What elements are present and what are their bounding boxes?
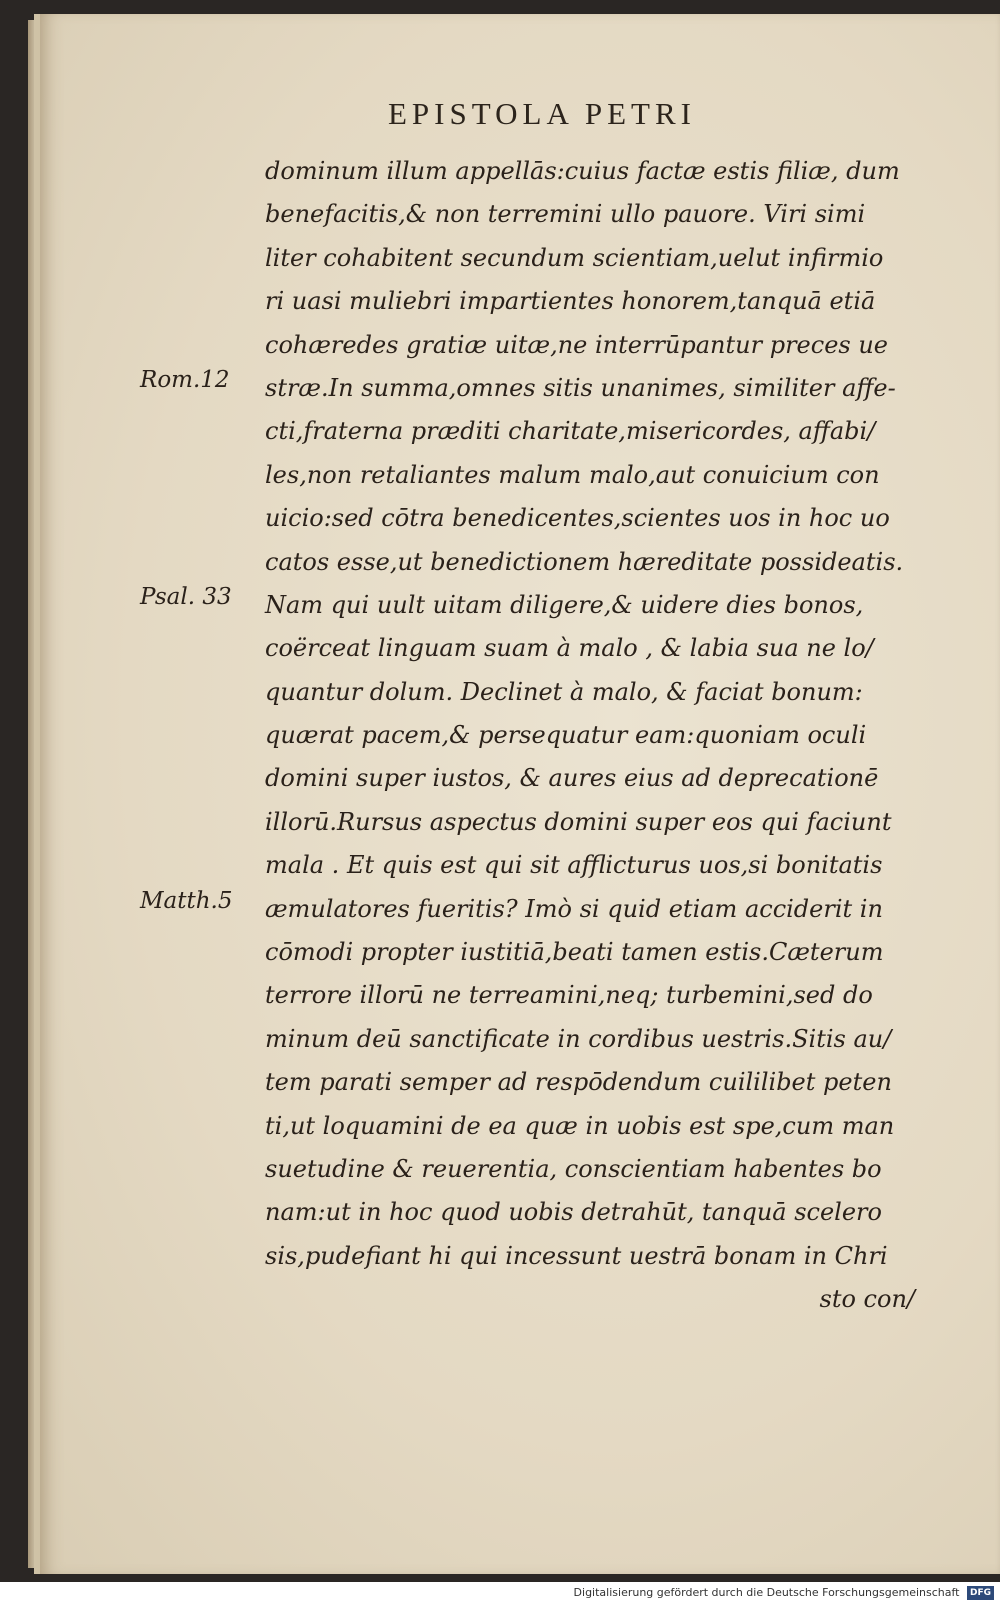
text-line: quantur dolum. Declinet à malo, & faciat bonum: [265,677,863,706]
text-line: terrore illorū ne terreamini,neq; turbemini,sed do [265,981,873,1010]
text-line: nam:ut in hoc quod uobis detrahūt, tanquā scelero [265,1198,882,1227]
text-line: domini super iustos, & aures eius ad deprecationē [265,764,879,793]
text-line: cōmodi propter iustitiā,beati tamen estis.Cæterum [265,938,884,967]
text-line: quærat pacem,& persequatur eam:quoniam oculi [265,721,867,750]
text-line: illorū.Rursus aspectus domini super eos qui faciunt [265,807,892,836]
text-line: cohæredes gratiæ uitæ,ne interrūpantur preces ue [265,330,889,359]
text-line: liter cohabitent secundum scientiam,uelut infirmio [265,243,884,272]
text-line: les,non retaliantes malum malo,aut conuicium con [265,460,880,489]
footer-bar [0,1582,1000,1604]
text-line: dominum illum appellās:cuius factæ estis filiæ, dum [265,157,900,185]
text-line: catos esse,ut benedictionem hæreditate possideatis. [265,547,904,576]
text-line: æmulatores fueritis? Imò si quid etiam acciderit in [265,894,883,923]
text-line: cti,fraterna præditi charitate,misericordes, affabi/ [265,417,876,446]
text-line: ri uasi muliebri impartientes honorem,tanquā etiā [265,287,876,316]
margin-note-matth: Matth.5 [140,888,233,914]
catchword-line: sto con/ [819,1285,915,1314]
running-head: EPISTOLA PETRI [388,96,696,131]
text-line: suetudine & reuerentia, conscientiam habentes bo [265,1154,882,1183]
text-line: Nam qui uult uitam diligere,& uidere dies bonos, [265,590,864,619]
body-text [265,150,935,1322]
text-line: coërceat linguam suam à malo , & labia sua ne lo/ [265,634,874,663]
text-line: uicio:sed cōtra benedicentes,scientes uos in hoc uo [265,504,890,533]
text-line: ti,ut loquamini de ea quæ in uobis est spe,cum man [265,1111,895,1140]
text-line: minum deū sanctificate in cordibus uestris.Sitis au/ [265,1024,892,1053]
margin-note-rom: Rom.12 [140,367,230,393]
text-line: tem parati semper ad respōdendum cuililibet peten [265,1068,892,1097]
text-line: stræ.In summa,omnes sitis unanimes, similiter affe- [265,373,896,402]
text-line: mala . Et quis est qui sit afflicturus uos,si bonitatis [265,851,883,880]
text-line: sis,pudefiant hi qui incessunt uestrā bonam in Chri [265,1241,888,1270]
margin-note-psal: Psal. 33 [140,584,232,610]
text-line: benefacitis,& non terremini ullo pauore. Viri simi [265,200,866,229]
dfg-logo-icon: DFG [967,1586,994,1600]
footer-credit: Digitalisierung gefördert durch die Deutsche Forschungsgemeinschaft [573,1586,960,1599]
